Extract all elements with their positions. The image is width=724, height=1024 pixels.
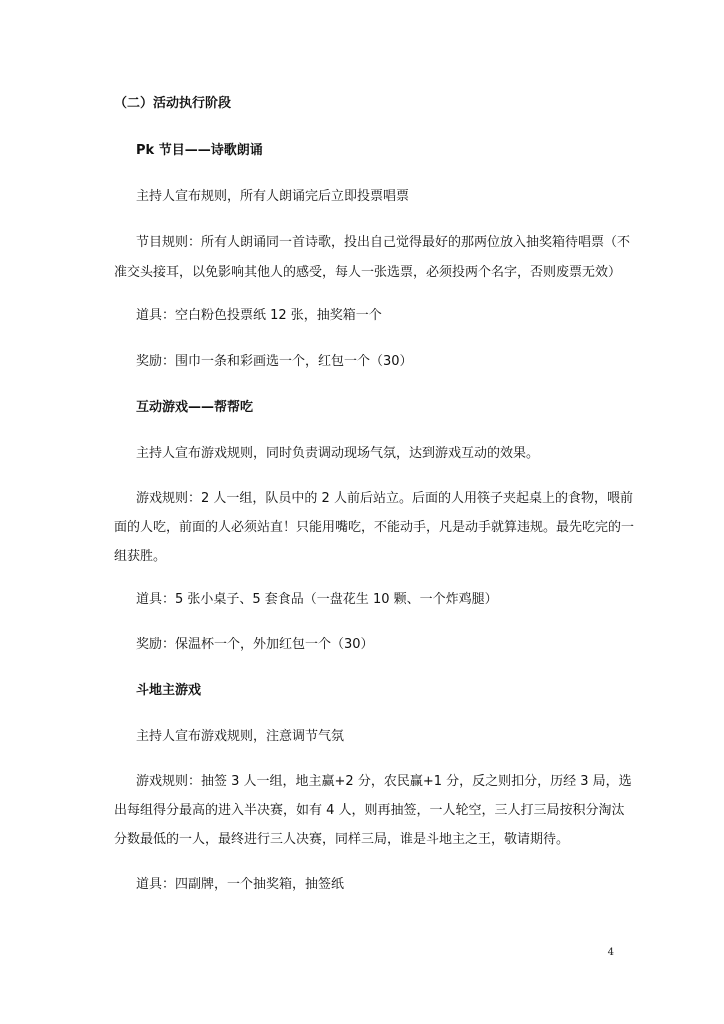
landlord-rules-line-1: 游戏规则：抽签 3 人一组，地主赢+2 分，农民赢+1 分，反之则扣分，历经 3 局，选	[136, 774, 632, 789]
poetry-intro: 主持人宣布规则，所有人朗诵完后立即投票唱票	[136, 189, 410, 204]
poetry-rules-line-1: 节目规则：所有人朗诵同一首诗歌，投出自己觉得最好的那两位放入抽奖箱待唱票（不	[136, 235, 631, 250]
help-eat-props: 道具：5 张小桌子、5 套食品（一盘花生 10 颗、一个炸鸡腿）	[136, 592, 498, 607]
help-eat-rules-line-3: 组获胜。	[114, 549, 167, 564]
help-eat-rules-line-2: 面的人吃，前面的人必须站直！只能用嘴吃，不能动手，凡是动手就算违规。最先吃完的一	[114, 520, 635, 535]
section-heading: （二）活动执行阶段	[114, 96, 232, 111]
help-eat-reward: 奖励：保温杯一个，外加红包一个（30）	[136, 637, 374, 652]
subsection-title-landlord: 斗地主游戏	[136, 683, 202, 698]
poetry-reward: 奖励：围巾一条和彩画选一个，红包一个（30）	[136, 354, 413, 369]
landlord-props: 道具：四副牌，一个抽奖箱，抽签纸	[136, 877, 345, 892]
help-eat-intro: 主持人宣布游戏规则，同时负责调动现场气氛，达到游戏互动的效果。	[136, 446, 540, 461]
subsection-title-poetry: Pk 节目——诗歌朗诵	[136, 143, 263, 158]
landlord-rules-line-3: 分数最低的一人，最终进行三人决赛，同样三局，谁是斗地主之王，敬请期待。	[114, 832, 570, 847]
poetry-rules-line-2: 准交头接耳，以免影响其他人的感受，每人一张选票，必须投两个名字，否则废票无效）	[114, 265, 622, 280]
page-number: 4	[607, 947, 614, 958]
landlord-rules-line-2: 出每组得分最高的进入半决赛，如有 4 人，则再抽签，一人轮空，三人打三局按积分淘汰	[114, 803, 625, 818]
landlord-intro: 主持人宣布游戏规则，注意调节气氛	[136, 729, 345, 744]
poetry-props: 道具：空白粉色投票纸 12 张，抽奖箱一个	[136, 308, 382, 323]
help-eat-rules-line-1: 游戏规则：2 人一组，队员中的 2 人前后站立。后面的人用筷子夹起桌上的食物，喂前	[136, 491, 633, 506]
subsection-title-help-eat: 互动游戏——帮帮吃	[136, 400, 254, 415]
